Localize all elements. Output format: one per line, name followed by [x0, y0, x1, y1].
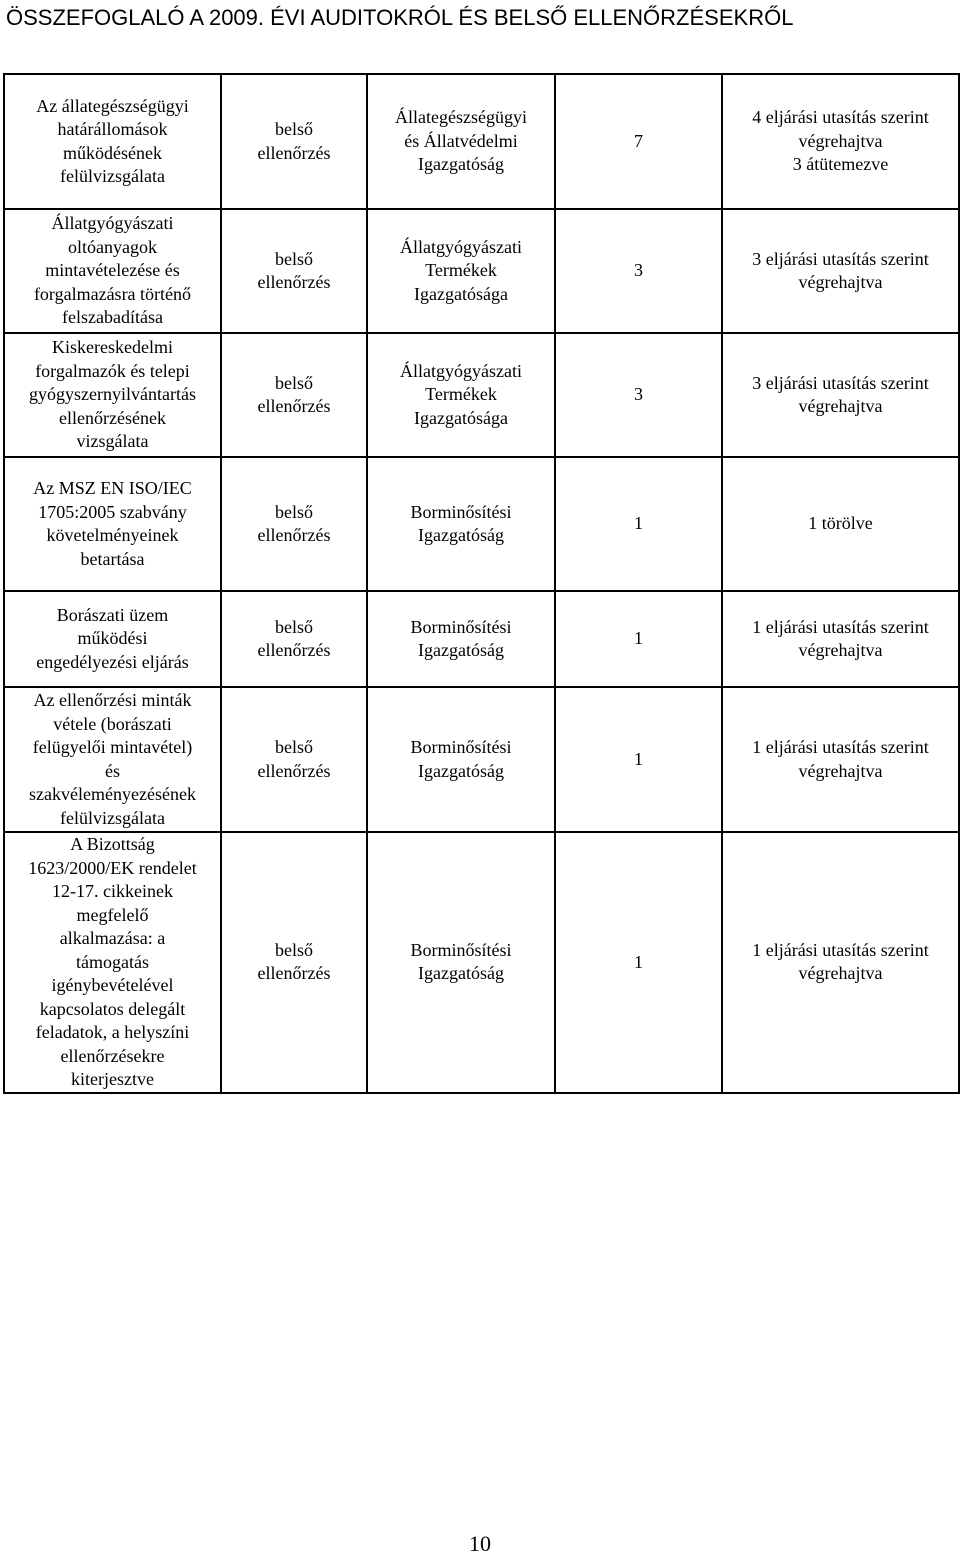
audit-type-cell: belső ellenőrzés — [221, 832, 367, 1093]
table-row — [4, 687, 959, 832]
audit-type-cell: belső ellenőrzés — [221, 333, 367, 457]
result-cell: 4 eljárási utasítás szerint végrehajtva 3 átütemezve — [722, 74, 959, 209]
audit-type-cell: belső ellenőrzés — [221, 591, 367, 687]
count-cell: 1 — [555, 687, 722, 832]
count-cell: 3 — [555, 333, 722, 457]
subject-cell: Az állategészségügyi határállomások működésének felülvizsgálata — [4, 74, 221, 209]
count-cell: 7 — [555, 74, 722, 209]
unit-cell: Állategészségügyi és Állatvédelmi Igazgatóság — [367, 74, 555, 209]
unit-cell: Borminősítési Igazgatóság — [367, 591, 555, 687]
table-row — [4, 333, 959, 457]
table-row — [4, 457, 959, 591]
result-cell: 1 eljárási utasítás szerint végrehajtva — [722, 832, 959, 1093]
subject-cell: Az MSZ EN ISO/IEC 1705:2005 szabvány követelményeinek betartása — [4, 457, 221, 591]
result-cell: 1 eljárási utasítás szerint végrehajtva — [722, 687, 959, 832]
count-cell: 1 — [555, 832, 722, 1093]
audit-type-cell: belső ellenőrzés — [221, 687, 367, 832]
unit-cell: Állatgyógyászati Termékek Igazgatósága — [367, 333, 555, 457]
count-cell: 3 — [555, 209, 722, 333]
audit-type-cell: belső ellenőrzés — [221, 209, 367, 333]
subject-cell: Az ellenőrzési minták vétele (borászati felügyelői mintavétel) és szakvéleményezésének felülvizsgálata — [4, 687, 221, 832]
audit-type-cell: belső ellenőrzés — [221, 457, 367, 591]
audit-summary-table — [3, 73, 960, 1094]
table-row — [4, 591, 959, 687]
table-row — [4, 74, 959, 209]
subject-cell: Borászati üzem működési engedélyezési eljárás — [4, 591, 221, 687]
page-number: 10 — [469, 1531, 491, 1556]
table-row — [4, 209, 959, 333]
unit-cell: Állatgyógyászati Termékek Igazgatósága — [367, 209, 555, 333]
subject-cell: A Bizottság 1623/2000/EK rendelet 12-17. cikkeinek megfelelő alkalmazása: a támogatás igénybevételével kapcsolatos delegált feladatok, a helyszíni ellenőrzésekre kiterjesztve — [4, 832, 221, 1093]
result-cell: 3 eljárási utasítás szerint végrehajtva — [722, 333, 959, 457]
subject-cell: Állatgyógyászati oltóanyagok mintavételezése és forgalmazásra történő felszabadítása — [4, 209, 221, 333]
table-row — [4, 832, 959, 1093]
unit-cell: Borminősítési Igazgatóság — [367, 687, 555, 832]
count-cell: 1 — [555, 591, 722, 687]
subject-cell: Kiskereskedelmi forgalmazók és telepi gyógyszernyilvántartás ellenőrzésének vizsgálata — [4, 333, 221, 457]
audit-type-cell: belső ellenőrzés — [221, 74, 367, 209]
result-cell: 3 eljárási utasítás szerint végrehajtva — [722, 209, 959, 333]
unit-cell: Borminősítési Igazgatóság — [367, 832, 555, 1093]
result-cell: 1 törölve — [722, 457, 959, 591]
document-title: ÖSSZEFOGLALÓ A 2009. ÉVI AUDITOKRÓL ÉS BELSŐ ELLENŐRZÉSEKRŐL — [6, 5, 794, 30]
count-cell: 1 — [555, 457, 722, 591]
result-cell: 1 eljárási utasítás szerint végrehajtva — [722, 591, 959, 687]
unit-cell: Borminősítési Igazgatóság — [367, 457, 555, 591]
